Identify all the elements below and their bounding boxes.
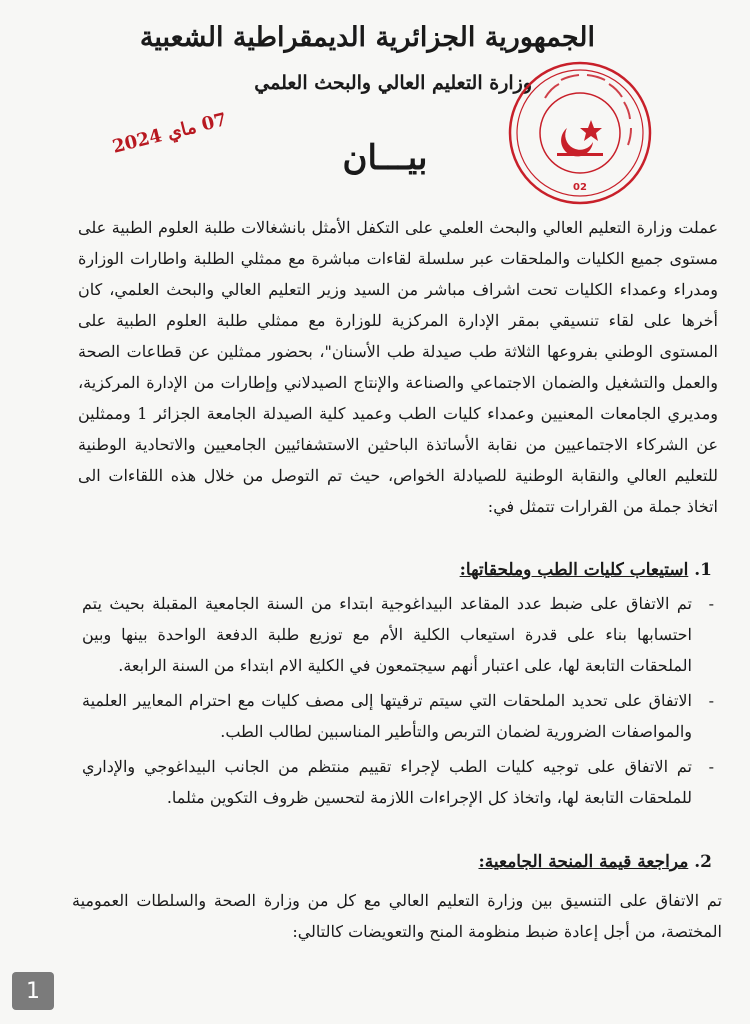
country-name: الجمهورية الجزائرية الديمقراطية الشعبية xyxy=(139,22,595,53)
list-item: - الاتفاق على تحديد الملحقات التي سيتم ترقيتها إلى مصف كليات مع احترام المعايير العلمية والمواصفات الضرورية لضمان التربص والتأطير المناسبين لطالب الطب. xyxy=(82,691,714,741)
section-2-paragraph: تم الاتفاق على التنسيق بين وزارة التعليم العالي مع كل من وزارة الصحة والسلطات العمومية المختصة، من أجل إعادة ضبط منظومة المنح والتعويضات كالتالي: xyxy=(72,891,722,941)
ministry-name: وزارة التعليم العالي والبحث العلمي xyxy=(254,72,532,94)
section-1-heading xyxy=(459,560,712,580)
section-1-list xyxy=(82,588,714,813)
section-1-number: 1. xyxy=(694,560,712,580)
document-title: بيـــان xyxy=(342,138,428,178)
list-item: - تم الاتفاق على ضبط عدد المقاعد البيداغوجية ابتداء من السنة الجامعية المقبلة بحيث يتم احتسابها بناء على قدرة استيعاب الكلية الأم مع توزيع طلبة الدفعة الواحدة بينها وبين الملحقات التابعة لها، على اعتبار أنهم سيجتمعون في الكلية الام ابتداء من السنة الرابعة. xyxy=(82,594,714,675)
section-2-heading xyxy=(478,852,712,872)
date-stamp: 07 ماي 2024 xyxy=(110,109,229,158)
intro-paragraph: عملت وزارة التعليم العالي والبحث العلمي على التكفل الأمثل بانشغالات طلبة العلوم الطبية على مستوى جميع الكليات والملحقات عبر سلسلة لقاءات مباشرة مع ممثلي الطلبة واطارات الوزارة ومدراء وعمداء الكليات تحت اشراف مباشر من السيد وزير التعليم العالي والبحث العلمي، كان أخرها على لقاء تنسيقي بمقر الإدارة المركزية للوزارة مع ممثلي طلبة العلوم الطبية على المستوى الوطني بفروعها الثلاثة طب صيدلة طب الأسنان"، بحضور ممثلين عن قطاعات الصحة والعمل والتشغيل والضمان الاجتماعي والصناعة والإنتاج الصيدلاني وإطارات من الإدارة المركزية، ومديري الجامعات المعنيين وعمداء كليات الطب وعميد كلية الصيدلة الجامعة الجزائر 1 وممثلين عن الشركاء الاجتماعيين من نقابة الأساتذة الباحثين الاستشفائيين الجامعيين والاتحادية الوطنية للتعليم العالي والنقابة الوطنية للصيادلة الخواص، حيث تم التوصل من خلال هذه اللقاءات الى اتخاذ جملة من القرارات تتمثل في: xyxy=(78,218,719,516)
section-1-title: استيعاب كليات الطب وملحقاتها: xyxy=(459,560,689,580)
page-number-badge: 1 xyxy=(12,972,54,1010)
section-2-number: 2. xyxy=(694,852,712,872)
seal-number: 02 xyxy=(573,182,587,193)
section-2-title: مراجعة قيمة المنحة الجامعية: xyxy=(478,852,689,872)
ministry-seal xyxy=(505,58,655,208)
list-item: - تم الاتفاق على توجيه كليات الطب لإجراء تقييم منتظم من الجانب البيداغوجي والإداري للملحقات التابعة لها، واتخاذ كل الإجراءات اللازمة لتحسين ظروف التكوين مثلما. xyxy=(82,757,714,807)
